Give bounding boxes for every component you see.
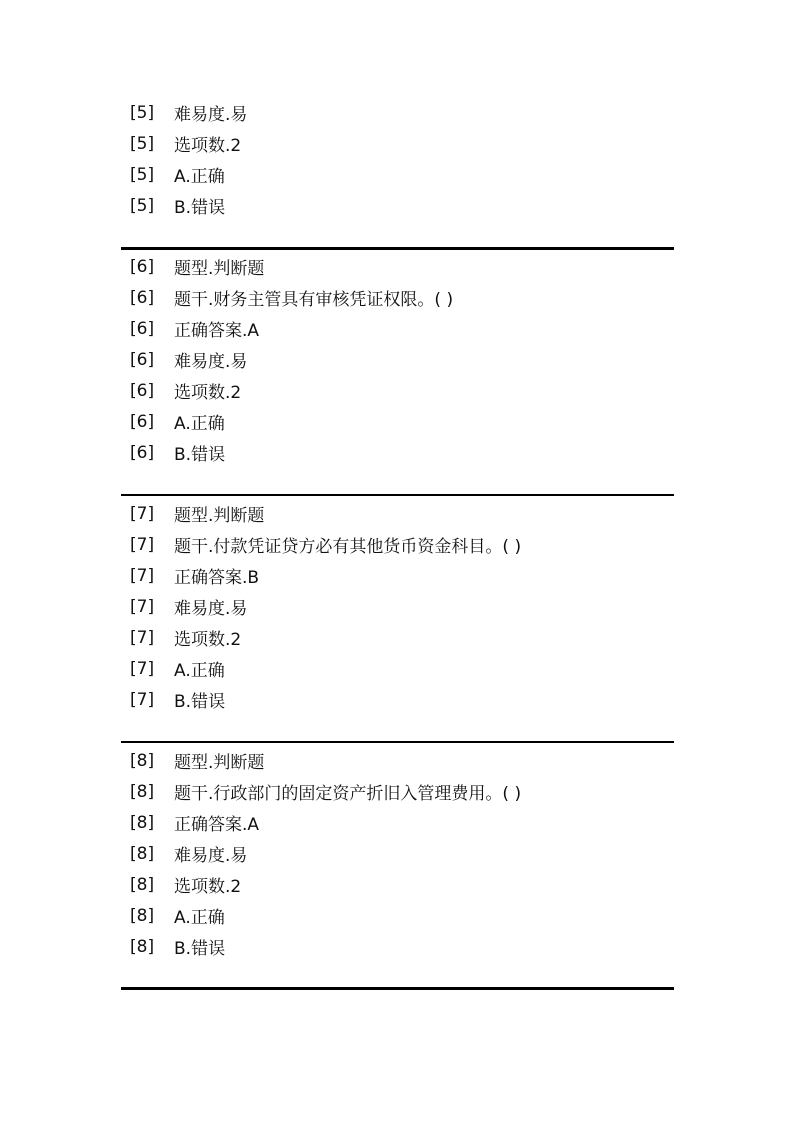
question-type-line: 题型.判断题 [174,506,265,526]
question-number: [7] [130,503,155,524]
question-block-5 [121,97,674,221]
question-number: [6] [130,256,155,277]
question-stem-line: 题干.付款凭证贷方必有其他货币资金科目。( ) [174,537,522,557]
block-line [121,900,674,931]
option-count-line: 选项数.2 [174,630,242,650]
question-type-line: 题型.判断题 [174,753,265,773]
question-block-7 [121,498,674,715]
question-number: [8] [130,843,155,864]
block-line [121,251,674,282]
separator-rule [121,247,674,250]
separator-rule [121,987,674,990]
block-line [121,776,674,807]
option-b-line: B.错误 [174,692,226,712]
option-count-line: 选项数.2 [174,136,242,156]
difficulty-line: 难易度.易 [174,599,248,619]
option-a-line: A.正确 [174,908,225,928]
option-count-line: 选项数.2 [174,383,242,403]
block-line [121,653,674,684]
question-number: [8] [130,936,155,957]
question-number: [7] [130,565,155,586]
block-line [121,344,674,375]
question-number: [7] [130,534,155,555]
answer-line: 正确答案.A [174,815,260,835]
option-b-line: B.错误 [174,198,226,218]
block-line [121,159,674,190]
question-number: [5] [130,102,155,123]
question-type-line: 题型.判断题 [174,259,265,279]
question-number: [6] [130,318,155,339]
question-number: [7] [130,658,155,679]
option-a-line: A.正确 [174,167,225,187]
question-number: [8] [130,812,155,833]
separator-rule [121,494,674,496]
option-b-line: B.错误 [174,939,226,959]
answer-line: 正确答案.B [174,568,260,588]
block-line [121,838,674,869]
block-line [121,622,674,653]
question-number: [8] [130,905,155,926]
question-number: [6] [130,380,155,401]
question-block-6 [121,251,674,468]
question-number: [6] [130,411,155,432]
question-number: [8] [130,750,155,771]
question-number: [8] [130,781,155,802]
question-block-8 [121,745,674,962]
separator-rule [121,741,674,743]
block-line [121,406,674,437]
difficulty-line: 难易度.易 [174,846,248,866]
question-number: [6] [130,442,155,463]
answer-line: 正确答案.A [174,321,260,341]
difficulty-line: 难易度.易 [174,105,248,125]
block-line [121,931,674,962]
block-line [121,437,674,468]
block-line [121,190,674,221]
option-count-line: 选项数.2 [174,877,242,897]
question-stem-line: 题干.行政部门的固定资产折旧入管理费用。( ) [174,784,522,804]
block-line [121,684,674,715]
option-a-line: A.正确 [174,414,225,434]
question-number: [5] [130,164,155,185]
block-line [121,128,674,159]
block-line [121,97,674,128]
difficulty-line: 难易度.易 [174,352,248,372]
block-line [121,498,674,529]
block-line [121,807,674,838]
option-b-line: B.错误 [174,445,226,465]
question-number: [5] [130,195,155,216]
block-line [121,375,674,406]
block-line [121,282,674,313]
option-a-line: A.正确 [174,661,225,681]
block-line [121,869,674,900]
question-number: [6] [130,287,155,308]
question-number: [7] [130,689,155,710]
block-line [121,591,674,622]
question-number: [7] [130,627,155,648]
question-number: [8] [130,874,155,895]
question-stem-line: 题干.财务主管具有审核凭证权限。( ) [174,290,454,310]
question-number: [6] [130,349,155,370]
question-number: [5] [130,133,155,154]
block-line [121,313,674,344]
question-number: [7] [130,596,155,617]
block-line [121,745,674,776]
block-line [121,529,674,560]
block-line [121,560,674,591]
